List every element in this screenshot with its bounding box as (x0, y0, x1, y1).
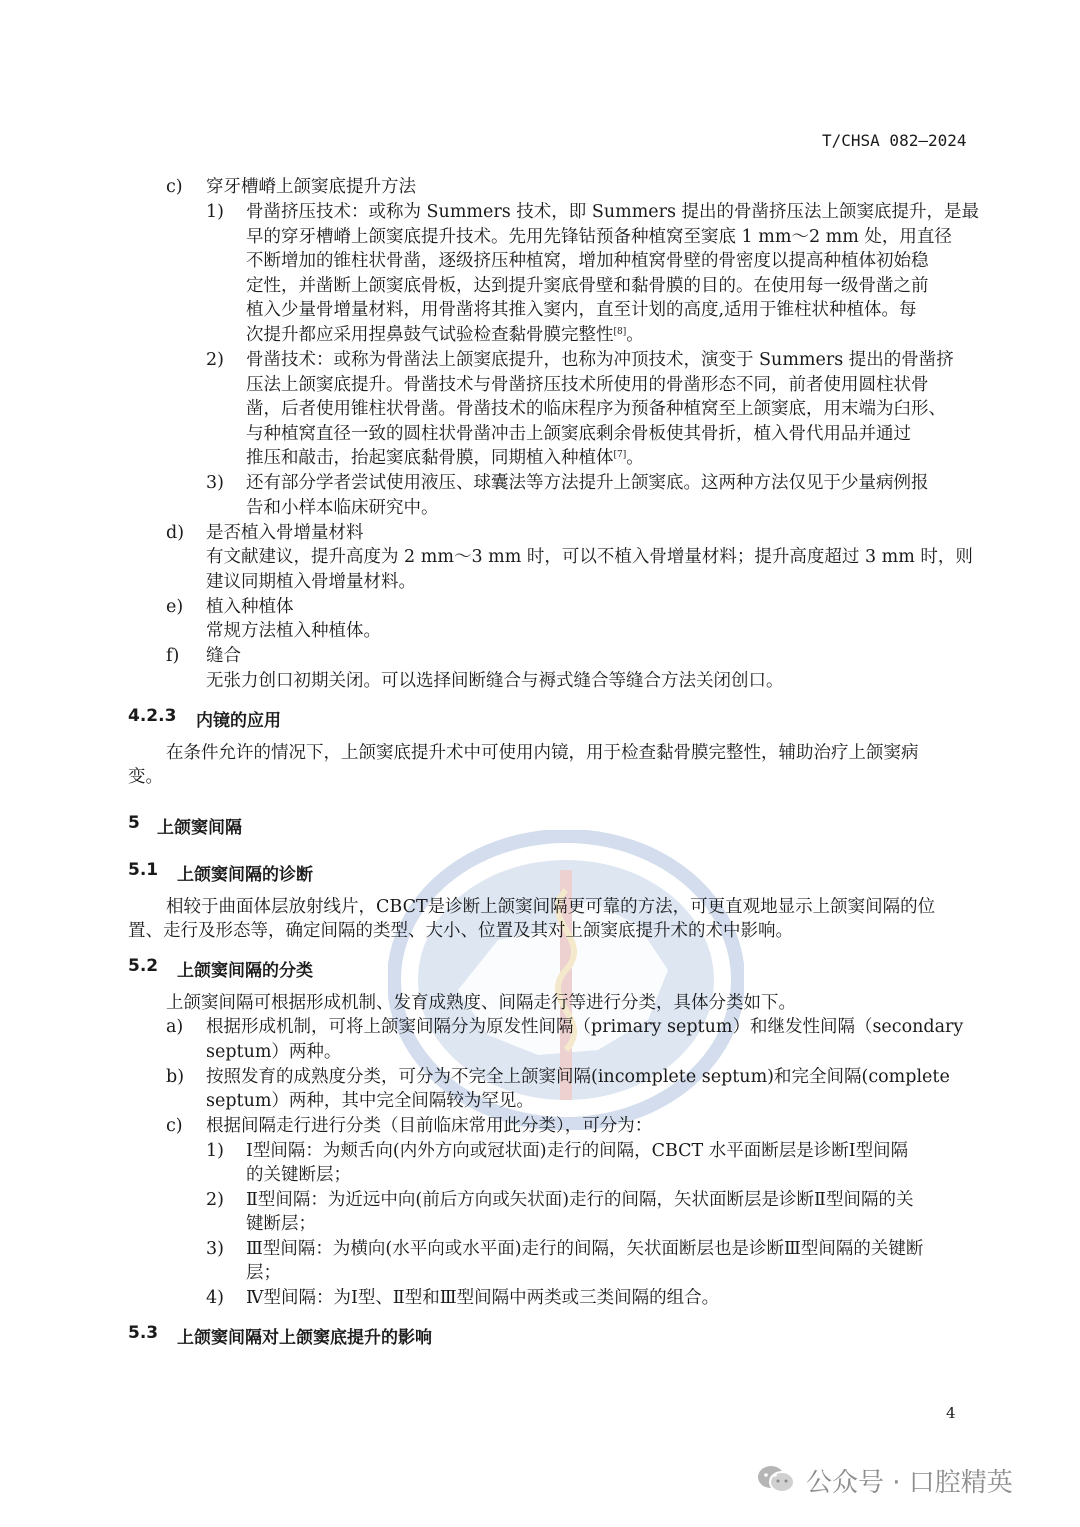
paragraph-line: septum）两种，其中完全间隔较为罕见。 (206, 1091, 534, 1111)
list-item-title: 植入种植体 (206, 597, 294, 617)
sub-marker: 3) (206, 1239, 224, 1259)
sub-marker: 3) (206, 473, 224, 493)
paragraph-tail: 。 (626, 325, 644, 345)
section-number: 5.1 (128, 860, 159, 880)
section-title: 上颌窦间隔 (157, 818, 242, 838)
section-title: 上颌窦间隔的诊断 (177, 865, 313, 885)
paragraph-line: 无张力创口初期关闭。可以选择间断缝合与褥式缝合等缝合方法关闭创口。 (206, 671, 784, 691)
list-marker: c) (166, 1116, 183, 1136)
paragraph-line: Ⅳ型间隔：为Ⅰ型、Ⅱ型和Ⅲ型间隔中两类或三类间隔的组合。 (246, 1288, 720, 1308)
paragraph-line: 骨凿挤压技术：或称为 Summers 技术，即 Summers 提出的骨凿挤压法上颌窦底提升，是最 (246, 202, 980, 222)
paragraph-line: 骨凿技术：或称为骨凿法上颌窦底提升，也称为冲顶技术，演变于 Summers 提出的骨凿挤 (246, 350, 954, 370)
paragraph-line: Ⅲ型间隔：为横向(水平向或水平面)走行的间隔，矢状面断层也是诊断Ⅲ型间隔的关键断 (246, 1239, 924, 1259)
paragraph-line: 根据形成机制，可将上颌窦间隔分为原发性间隔（primary septum）和继发性间隔（secondary (206, 1017, 964, 1037)
section-number: 5.2 (128, 956, 159, 976)
list-item-title: 是否植入骨增量材料 (206, 523, 364, 543)
paragraph-line: Ⅰ型间隔：为颊舌向(内外方向或冠状面)走行的间隔，CBCT 水平面断层是诊断Ⅰ型间隔 (246, 1141, 909, 1161)
paragraph-line: 告和小样本临床研究中。 (246, 498, 439, 518)
paragraph-line: 常规方法植入种植体。 (206, 621, 381, 641)
paragraph-line (246, 323, 644, 348)
paragraph-line: septum）两种。 (206, 1042, 342, 1062)
paragraph-line: 在条件允许的情况下，上颌窦底提升术中可使用内镜，用于检查黏骨膜完整性，辅助治疗上颌窦病 (166, 743, 919, 763)
paragraph-line: Ⅱ型间隔：为近远中向(前后方向或矢状面)走行的间隔，矢状面断层是诊断Ⅱ型间隔的关 (246, 1190, 914, 1210)
section-title: 内镜的应用 (196, 711, 281, 731)
wechat-account-tag (756, 1462, 1013, 1499)
paragraph-line: 定性，并凿断上颌窦底骨板，达到提升窦底骨壁和黏骨膜的目的。在使用每一级骨凿之前 (246, 276, 929, 296)
section-number: 5 (128, 813, 140, 833)
paragraph-line: 还有部分学者尝试使用液压、球囊法等方法提升上颌窦底。这两种方法仅见于少量病例报 (246, 473, 929, 493)
list-item-title: 根据间隔走行进行分类（目前临床常用此分类），可分为： (206, 1116, 653, 1136)
list-marker: b) (166, 1067, 185, 1087)
paragraph-line: 凿，后者使用锥柱状骨凿。骨凿技术的临床程序为预备种植窝至上颌窦底，用末端为臼形、 (246, 399, 946, 419)
paragraph-line: 变。 (128, 767, 163, 787)
paragraph-line: 压法上颌窦底提升。骨凿技术与骨凿挤压技术所使用的骨凿形态不同，前者使用圆柱状骨 (246, 375, 929, 395)
list-item-title: 缝合 (206, 646, 241, 666)
section-title: 上颌窦间隔对上颌窦底提升的影响 (177, 1328, 432, 1348)
paragraph-line: 按照发育的成熟度分类，可分为不完全上颌窦间隔(incomplete septum)和完全间隔(complete (206, 1067, 950, 1087)
sub-marker: 1) (206, 1141, 224, 1161)
sub-marker: 1) (206, 202, 224, 222)
sub-marker: 2) (206, 350, 224, 370)
paragraph-line: 相较于曲面体层放射线片，CBCT是诊断上颌窦间隔更可靠的方法，可更直观地显示上颌窦间隔的位 (166, 897, 936, 917)
paragraph-tail: 。 (626, 448, 644, 468)
sub-marker: 4) (206, 1288, 224, 1308)
list-item-title: 穿牙槽嵴上颌窦底提升方法 (206, 177, 416, 197)
paragraph-line: 置、走行及形态等，确定间隔的类型、大小、位置及其对上颌窦底提升术的术中影响。 (128, 921, 793, 941)
paragraph-line: 植入少量骨增量材料，用骨凿将其推入窦内，直至计划的高度,适用于锥柱状种植体。每 (246, 300, 917, 320)
paragraph-line: 早的穿牙槽嵴上颌窦底提升技术。先用先锋钻预备种植窝至窦底 1 mm～2 mm 处，用直径 (246, 227, 952, 247)
list-marker: a) (166, 1017, 184, 1037)
paragraph-line: 层； (246, 1263, 281, 1283)
paragraph-text: 推压和敲击，抬起窦底黏骨膜，同期植入种植体 (246, 448, 614, 468)
list-marker: e) (166, 597, 184, 617)
paragraph-line: 上颌窦间隔可根据形成机制、发育成熟度、间隔走行等进行分类，具体分类如下。 (166, 993, 796, 1013)
list-marker: d) (166, 523, 185, 543)
paragraph-line: 键断层； (246, 1214, 316, 1234)
list-marker: f) (166, 646, 180, 666)
page-number: 4 (946, 1404, 956, 1422)
document-code: T/CHSA 082—2024 (822, 131, 967, 150)
account-name: 公众号 · 口腔精英 (806, 1468, 1013, 1498)
section-number: 5.3 (128, 1323, 159, 1343)
paragraph-text: 次提升都应采用捏鼻鼓气试验检查黏骨膜完整性 (246, 325, 614, 345)
paragraph-line: 的关键断层； (246, 1165, 351, 1185)
paragraph-line: 建议同期植入骨增量材料。 (206, 572, 416, 592)
list-marker: c) (166, 177, 183, 197)
section-number: 4.2.3 (128, 706, 177, 726)
citation-ref: [8] (613, 327, 627, 337)
section-title: 上颌窦间隔的分类 (177, 961, 313, 981)
paragraph-line: 不断增加的锥柱状骨凿，逐级挤压种植窝，增加种植窝骨壁的骨密度以提高种植体初始稳 (246, 251, 929, 271)
citation-ref: [7] (613, 450, 627, 460)
sub-marker: 2) (206, 1190, 224, 1210)
wechat-icon (756, 1464, 796, 1498)
paragraph-line (246, 446, 644, 471)
paragraph-line: 与种植窝直径一致的圆柱状骨凿冲击上颌窦底剩余骨板使其骨折，植入骨代用品并通过 (246, 424, 911, 444)
paragraph-line: 有文献建议，提升高度为 2 mm～3 mm 时，可以不植入骨增量材料；提升高度超过 3 mm 时，则 (206, 547, 973, 567)
